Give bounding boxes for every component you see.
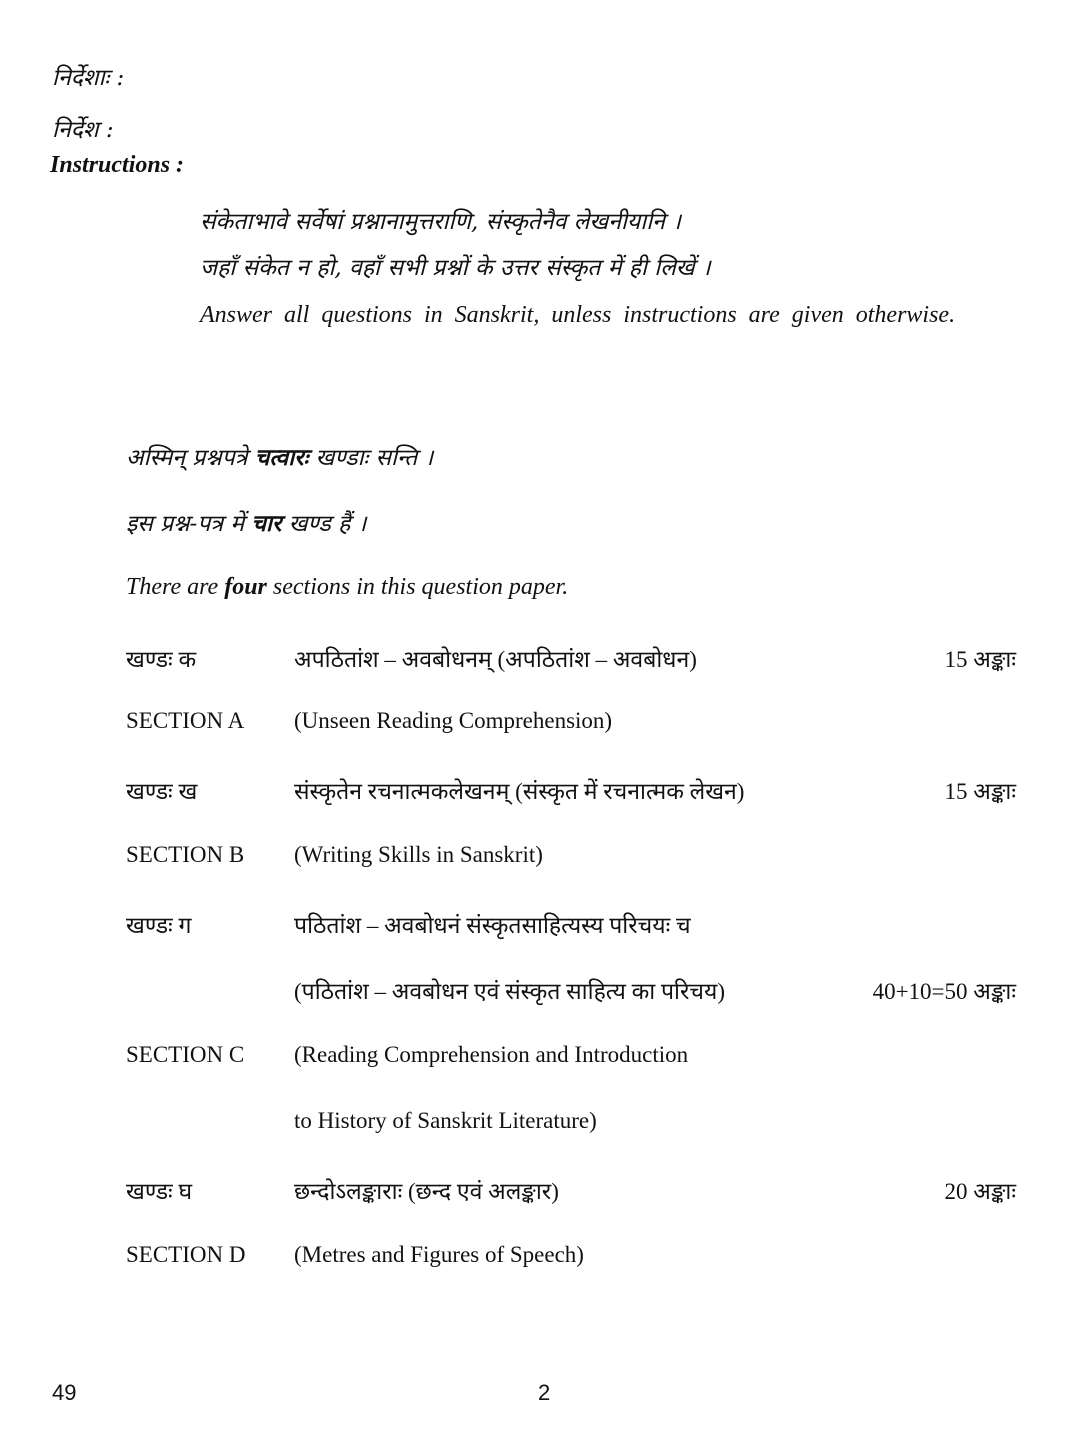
section-code: खण्डः ग — [126, 913, 192, 938]
section-desc: (Unseen Reading Comprehension) — [294, 708, 613, 733]
section-desc: संस्कृतेन रचनात्मकलेखनम् (संस्कृत में रचनात्मक लेखन) — [294, 779, 745, 804]
sections-note-sanskrit-after: खण्डाः सन्ति । — [308, 445, 434, 471]
section-marks: 15 अङ्काः — [944, 779, 1016, 804]
section-code: SECTION C — [126, 1042, 245, 1067]
section-marks: 40+10=50 अङ्काः — [872, 979, 1016, 1004]
heading-sanskrit: निर्देशाः : — [52, 65, 125, 91]
sections-note-english-before: There are — [126, 574, 225, 600]
sections-note-hindi — [126, 506, 366, 538]
section-code: SECTION A — [126, 708, 245, 733]
sections-note-sanskrit-bold: चत्वारः — [254, 444, 309, 471]
instruction-hindi: जहाँ संकेत न हो, वहाँ सभी प्रश्नों के उत्तर संस्कृत में ही लिखें । — [200, 255, 711, 281]
heading-hindi: निर्देश : — [52, 117, 114, 143]
section-desc: पठितांश – अवबोधनं संस्कृतसाहित्यस्य परिचयः च — [294, 913, 691, 938]
section-code: खण्डः क — [126, 647, 197, 672]
section-desc: to History of Sanskrit Literature) — [294, 1108, 597, 1133]
section-desc: छन्दोऽलङ्काराः (छन्द एवं अलङ्कार) — [294, 1179, 559, 1204]
section-desc: (Writing Skills in Sanskrit) — [294, 842, 543, 867]
sections-note-english-after: sections in this question paper. — [266, 574, 569, 600]
section-code: SECTION D — [126, 1242, 246, 1267]
instruction-english: Answer all questions in Sanskrit, unless instructions are given otherwise. — [200, 302, 956, 328]
section-marks: 20 अङ्काः — [944, 1179, 1016, 1204]
sections-note-sanskrit-before: अस्मिन् प्रश्नपत्रे — [126, 445, 255, 471]
section-marks: 15 अङ्काः — [944, 647, 1016, 672]
section-desc: अपठितांश – अवबोधनम् (अपठितांश – अवबोधन) — [294, 647, 697, 672]
sections-note-hindi-bold: चार — [251, 510, 282, 537]
sections-note-english-bold: four — [224, 574, 267, 600]
section-desc: (पठितांश – अवबोधन एवं संस्कृत साहित्य का परिचय) — [294, 979, 725, 1004]
section-desc: (Reading Comprehension and Introduction — [294, 1042, 689, 1067]
footer-code: 49 — [52, 1380, 77, 1405]
sections-note-hindi-before: इस प्रश्न-पत्र में — [126, 511, 252, 537]
page-number: 2 — [538, 1380, 551, 1405]
section-desc: (Metres and Figures of Speech) — [294, 1242, 584, 1267]
sections-note-english — [126, 574, 568, 601]
section-code: खण्डः ख — [126, 779, 198, 804]
heading-english: Instructions : — [50, 152, 185, 178]
section-code: खण्डः घ — [126, 1179, 193, 1204]
sections-note-hindi-after: खण्ड हैं । — [281, 511, 367, 537]
section-code: SECTION B — [126, 842, 245, 867]
instruction-sanskrit: संकेताभावे सर्वेषां प्रश्नानामुत्तराणि, संस्कृतेनैव लेखनीयानि । — [200, 209, 681, 235]
sections-note-sanskrit — [126, 440, 433, 472]
